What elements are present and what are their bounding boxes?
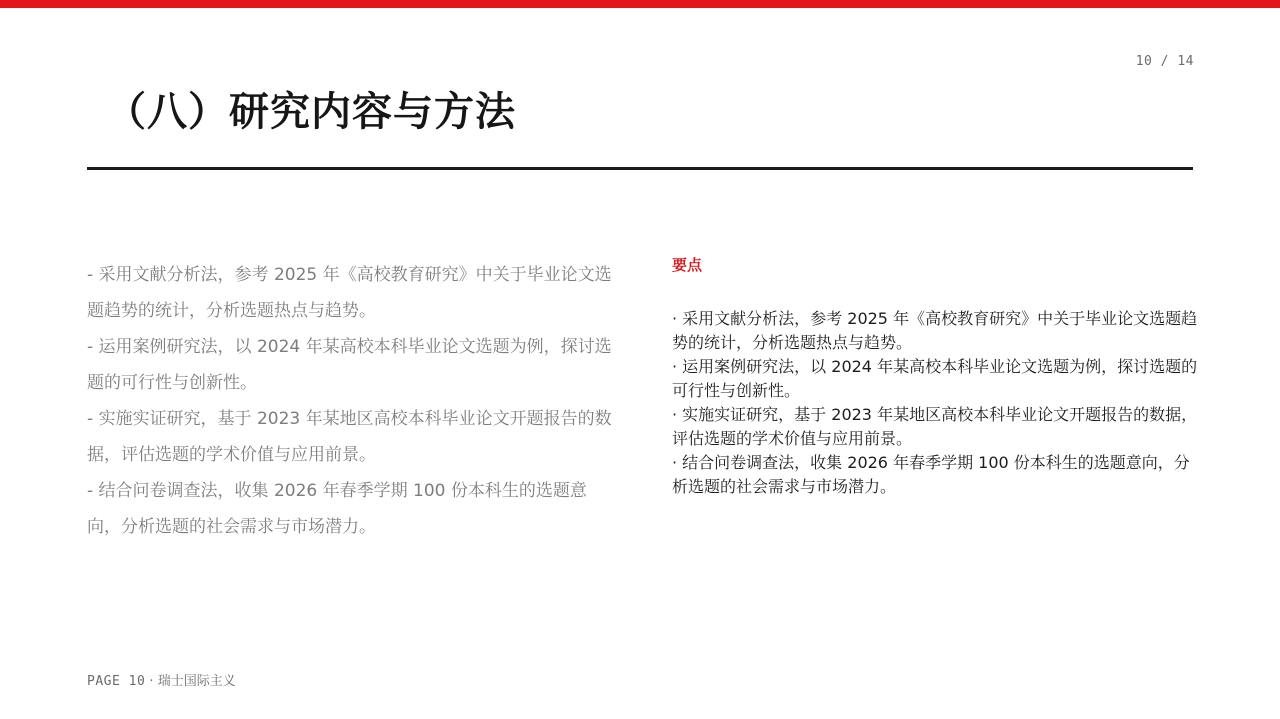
key-points-label: 要点 xyxy=(672,256,703,274)
footer-org: 瑞士国际主义 xyxy=(157,674,236,689)
top-accent-bar xyxy=(0,0,1280,8)
key-point-item: · 结合问卷调查法，收集 2026 年春季学期 100 份本科生的选题意向，分析选题的社会需求与市场潜力。 xyxy=(672,453,1190,496)
methods-list xyxy=(87,257,617,545)
key-points-panel xyxy=(672,254,1202,499)
page-counter: 10 / 14 xyxy=(1135,54,1194,69)
footer-page-label: PAGE 10 xyxy=(87,674,146,689)
method-item: - 实施实证研究，基于 2023 年某地区高校本科毕业论文开题报告的数据，评估选题的学术价值与应用前景。 xyxy=(87,409,612,465)
method-item: - 采用文献分析法，参考 2025 年《高校教育研究》中关于毕业论文选题趋势的统计，分析选题热点与趋势。 xyxy=(87,265,612,321)
key-point-item: · 采用文献分析法，参考 2025 年《高校教育研究》中关于毕业论文选题趋势的统计，分析选题热点与趋势。 xyxy=(672,309,1198,352)
key-point-item: · 运用案例研究法，以 2024 年某高校本科毕业论文选题为例，探讨选题的可行性与创新性。 xyxy=(672,357,1198,400)
slide-title: （八）研究内容与方法 xyxy=(106,89,516,135)
footer-separator: · xyxy=(145,674,158,689)
footer xyxy=(87,670,236,689)
method-item: - 结合问卷调查法，收集 2026 年春季学期 100 份本科生的选题意向，分析选题的社会需求与市场潜力。 xyxy=(87,481,587,537)
title-divider xyxy=(87,167,1193,170)
key-point-item: · 实施实证研究，基于 2023 年某地区高校本科毕业论文开题报告的数据，评估选题的学术价值与应用前景。 xyxy=(672,405,1198,448)
method-item: - 运用案例研究法，以 2024 年某高校本科毕业论文选题为例，探讨选题的可行性与创新性。 xyxy=(87,337,612,393)
